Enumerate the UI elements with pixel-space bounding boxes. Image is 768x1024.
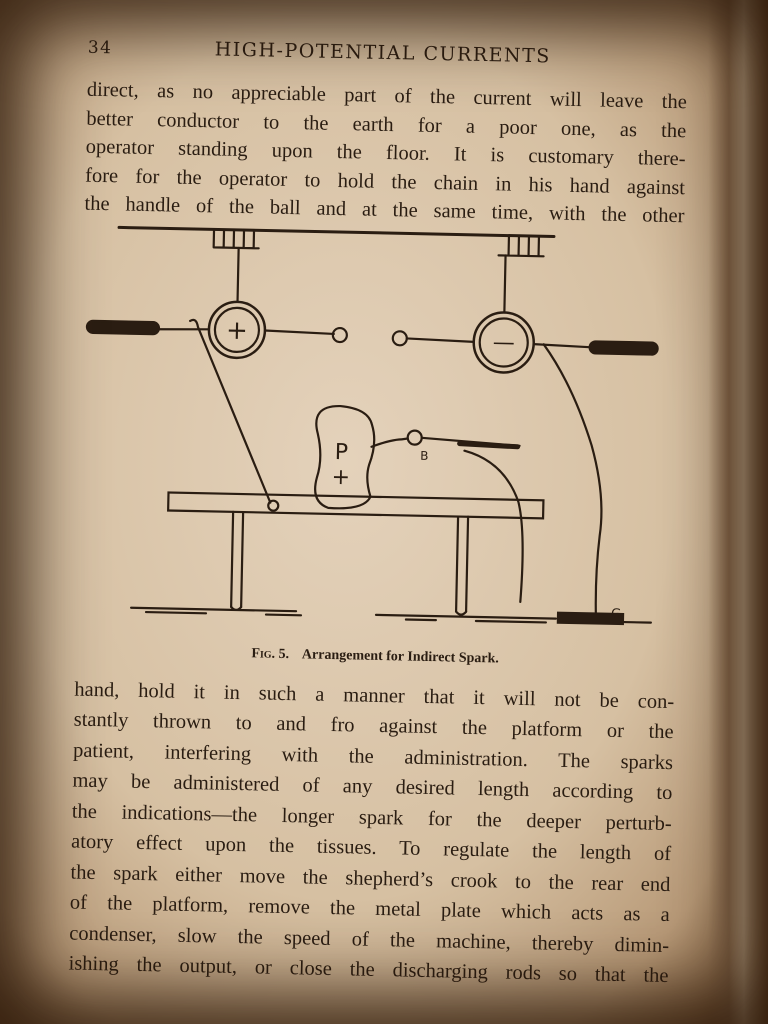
crook-chain	[186, 319, 274, 502]
text-line: hand, hold it in such a manner that it will not be con-	[74, 678, 675, 713]
right-handle	[590, 341, 658, 354]
ball-b	[408, 430, 422, 444]
figure-caption-text: Arrangement for Indirect Spark.	[301, 646, 500, 666]
text-line: ishing the output, or close the discharging rods so that the	[68, 952, 669, 988]
text-line: operator standing upon the floor. It is customary there-	[85, 135, 686, 171]
patient-sign: +	[331, 464, 351, 490]
text-line: the spark either move the shepherd’s crook to the rear end	[70, 861, 671, 896]
book-gutter	[708, 0, 768, 1024]
positive-sign: +	[225, 315, 249, 346]
floor-left	[131, 607, 296, 610]
left-handle	[87, 320, 159, 334]
running-title: HIGH-POTENTIAL CURRENTS	[214, 38, 552, 68]
patient-wire	[372, 437, 408, 447]
left-bracket	[214, 229, 259, 248]
indirect-spark-diagram	[75, 218, 684, 650]
ceiling-bar	[119, 227, 554, 236]
left-hanger	[238, 247, 239, 301]
bottom-paragraph	[68, 674, 674, 991]
left-ball	[333, 327, 347, 341]
text-line: the indications—the longer spark for the deeper perturb-	[71, 800, 672, 835]
platform-table	[168, 492, 543, 518]
text-line: patient, interfering with the administration. The sparks	[72, 739, 674, 774]
book-page	[68, 36, 688, 1008]
text-line: condenser, slow the speed of the machine, thereby dimin-	[69, 922, 670, 957]
right-rod	[534, 344, 592, 347]
ground-wire	[538, 344, 605, 619]
left-discharge-rod	[265, 330, 334, 333]
patient-letter: P	[334, 439, 349, 465]
page-number: 34	[87, 37, 113, 59]
floor-right	[376, 614, 556, 618]
text-line: better conductor to the earth for a poor one, as the	[86, 107, 687, 142]
ground-label: G	[610, 606, 622, 622]
text-line: direct, as no appreciable part of the current will leave the	[86, 78, 688, 114]
right-hanger	[504, 255, 505, 312]
table-leg-left	[231, 511, 233, 606]
text-line: the handle of the ball and at the same time, with the other	[84, 192, 685, 228]
left-rod	[157, 328, 209, 330]
text-line: may be administered of any desired length according to	[72, 769, 673, 805]
ball-label: B	[420, 448, 429, 463]
text-line: atory effect upon the tissues. To regulate the length of	[70, 830, 672, 866]
right-ball	[393, 331, 407, 345]
right-discharge-rod	[407, 338, 474, 341]
figure-label: Fig. 5.	[251, 645, 290, 662]
text-line: stantly thrown to and fro against the platform or the	[73, 708, 674, 744]
text-line: fore for the operator to hold the chain in his hand against	[84, 164, 686, 199]
top-paragraph	[84, 76, 687, 231]
figure-5	[75, 218, 684, 670]
negative-sign: —	[492, 329, 515, 356]
text-line: of the platform, remove the metal plate which acts as a	[69, 891, 671, 927]
right-bracket	[499, 235, 544, 256]
return-wire	[461, 450, 524, 601]
table-leg-right	[456, 516, 458, 611]
